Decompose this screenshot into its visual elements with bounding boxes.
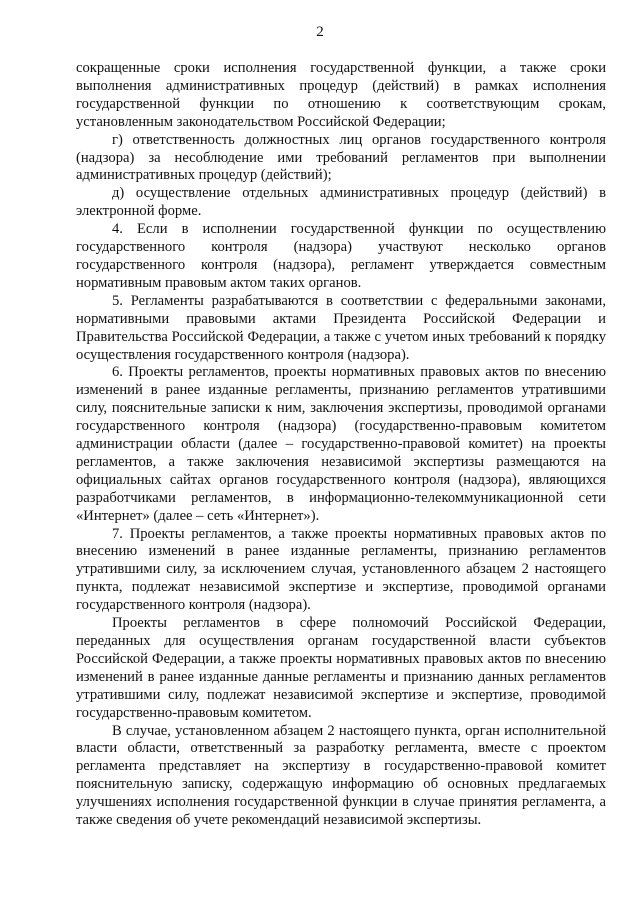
document-body (76, 60, 606, 830)
paragraph-7: 7. Проекты регламентов, а также проекты нормативных правовых актов по внесению изменений в ранее изданные регламенты, признанию регламентов утратившими силу, за исключением случая, установленного абзацем 2 настоящего пункта, подлежат независимой экспертизе и экспертизе, проводимой органами государственного контроля (надзора). (76, 525, 606, 614)
paragraph-7-subparagraph-3: В случае, установленном абзацем 2 настоящего пункта, орган исполнительной власти области, ответственный за разработку регламента, вместе с проектом регламента представляет на экспертизу в государственно-правовой комитет пояснительную записку, содержащую информацию об основных предлагаемых улучшениях исполнения государственной функции в случае принятия регламента, а также сведения об учете рекомендаций независимой экспертизы. (76, 722, 606, 829)
paragraph-item-d: д) осуществление отдельных административных процедур (действий) в электронной форме. (76, 185, 606, 220)
paragraph-4: 4. Если в исполнении государственной функции по осуществлению государственного контроля (надзора) участвуют несколько органов государственного контроля (надзора), регламент утверждается совместным нормативным правовым актом таких органов. (76, 221, 606, 291)
paragraph-item-g: г) ответственность должностных лиц органов государственного контроля (надзора) за несоблюдение ими требований регламентов при выполнении административных процедур (действий); (76, 131, 606, 184)
paragraph-6: 6. Проекты регламентов, проекты нормативных правовых актов по внесению изменений в ранее изданные регламенты, признанию регламентов утратившими силу, пояснительные записки к ним, заключения экспертизы, проводимой органами государственного контроля (надзора) (государственно-правовым комитетом администрации области (далее – государственно-правовой комитет) на проекты регламентов, а также заключения независимой экспертизы размещаются на официальных сайтах органов государственного контроля (надзора), являющихся разработчиками регламентов, в информационно-телекоммуникационной сети «Интернет» (далее – сеть «Интернет»). (76, 364, 606, 524)
page-number: 2 (316, 24, 324, 40)
paragraph-7-subparagraph-2: Проекты регламентов в сфере полномочий Российской Федерации, переданных для осуществления органам государственной власти субъектов Российской Федерации, а также проекты нормативных правовых актов по внесению изменений в ранее изданные данные регламенты и признанию данных регламентов утратившими силу, подлежат независимой экспертизе и экспертизе, проводимой государственно-правовым комитетом. (76, 615, 606, 721)
paragraph-5: 5. Регламенты разрабатываются в соответствии с федеральными законами, нормативными правовыми актами Президента Российской Федерации и Правительства Российской Федерации, а также с учетом иных требований к порядку осуществления государственного контроля (надзора). (76, 292, 606, 363)
paragraph-continuation: сокращенные сроки исполнения государственной функции, а также сроки выполнения административных процедур (действий) в рамках исполнения государственной функции по отношению к соответствующим срокам, установленным законодательством Российской Федерации; (76, 60, 606, 130)
